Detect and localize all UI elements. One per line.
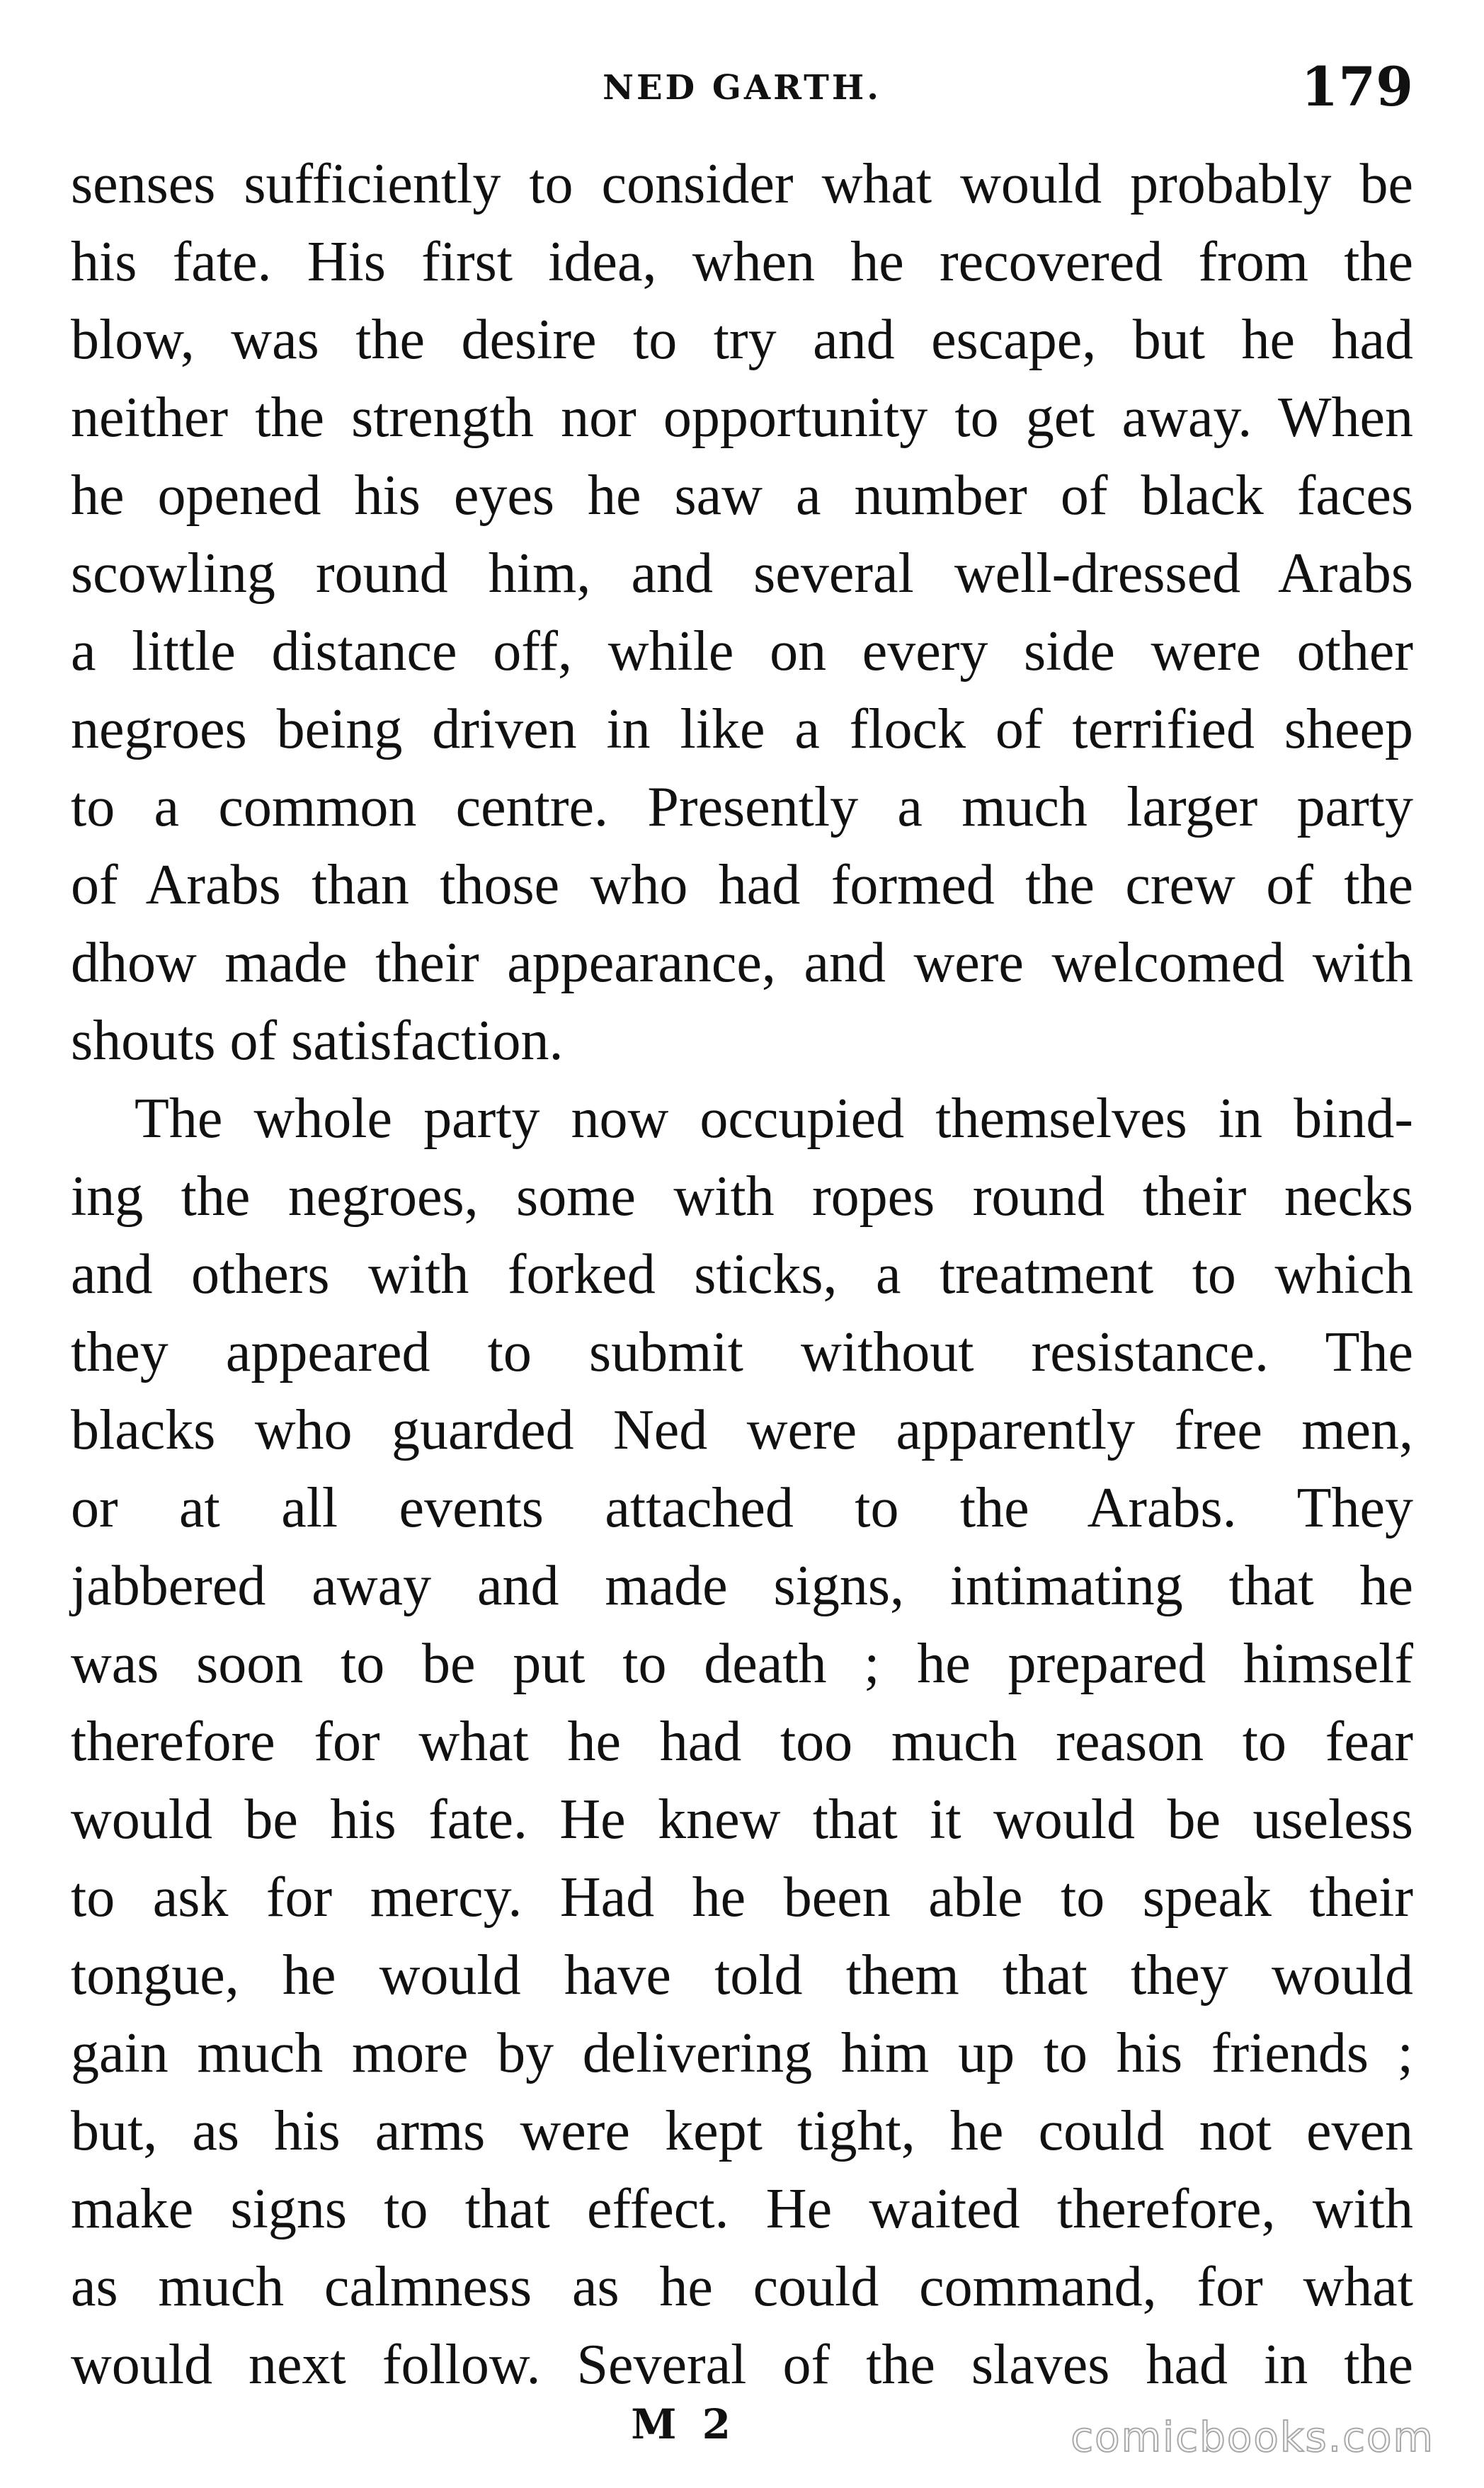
running-head: [71, 55, 1413, 133]
text-line: senses sufficiently to consider what would probably be: [71, 153, 1413, 215]
text-line: as much calmness as he could command, for what: [71, 2256, 1413, 2318]
text-line: scowling round him, and several well-dressed Arabs: [71, 542, 1413, 605]
text-line: was soon to be put to death ; he prepared himself: [71, 1633, 1413, 1695]
body-text: [71, 145, 1413, 2404]
text-line: blacks who guarded Ned were apparently free men,: [71, 1399, 1413, 1461]
text-line: make signs to that effect. He waited therefore, with: [71, 2178, 1413, 2240]
signature-mark: M 2: [631, 2400, 736, 2448]
text-line: his fate. His first idea, when he recovered from the: [71, 231, 1413, 293]
watermark: comicbooks.com: [1071, 2413, 1434, 2461]
text-line: but, as his arms were kept tight, he could not even: [71, 2100, 1413, 2162]
text-line: and others with forked sticks, a treatment to which: [71, 1243, 1413, 1306]
page-number: 179: [1301, 55, 1413, 118]
text-line: therefore for what he had too much reason to fear: [71, 1711, 1413, 1773]
text-line: tongue, he would have told them that they would: [71, 1944, 1413, 2007]
paragraph-2: [71, 1080, 1413, 2404]
text-line: ing the negroes, some with ropes round their necks: [71, 1165, 1413, 1228]
text-line: negroes being driven in like a flock of terrified sheep: [71, 698, 1413, 760]
text-line: gain much more by delivering him up to his friends ;: [71, 2022, 1413, 2084]
paragraph-1: [71, 145, 1413, 1080]
text-line: The whole party now occupied themselves in bind-: [135, 1088, 1413, 1150]
text-line: a little distance off, while on every side were other: [71, 620, 1413, 683]
text-line: would be his fate. He knew that it would be useless: [71, 1788, 1413, 1851]
text-line: they appeared to submit without resistance. The: [71, 1321, 1413, 1383]
text-line: of Arabs than those who had formed the crew of the: [71, 854, 1413, 916]
text-line: to ask for mercy. Had he been able to speak their: [71, 1866, 1413, 1929]
text-line: neither the strength nor opportunity to get away. When: [71, 387, 1413, 449]
text-line: or at all events attached to the Arabs. They: [71, 1477, 1413, 1539]
text-line: blow, was the desire to try and escape, but he had: [71, 309, 1413, 371]
text-line: would next follow. Several of the slaves had in the: [71, 2334, 1413, 2396]
running-title: NED GARTH.: [603, 68, 881, 108]
text-line: dhow made their appearance, and were welcomed with: [71, 932, 1413, 994]
text-line: shouts of satisfaction.: [71, 1010, 564, 1072]
text-line: to a common centre. Presently a much larger party: [71, 776, 1413, 838]
text-line: jabbered away and made signs, intimating that he: [71, 1555, 1413, 1617]
text-line: he opened his eyes he saw a number of black faces: [71, 464, 1413, 527]
